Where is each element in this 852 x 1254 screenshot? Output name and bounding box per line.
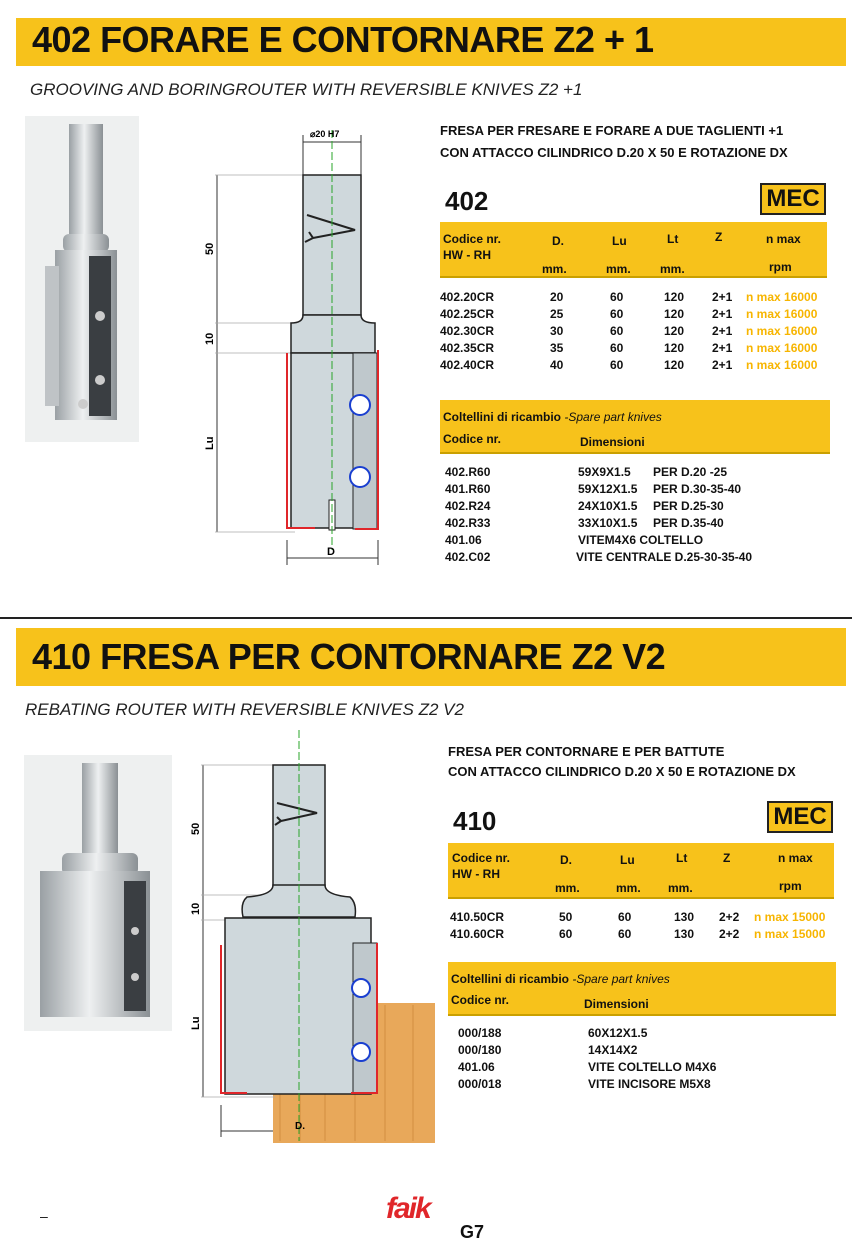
list-item (458, 1043, 838, 1060)
section1-dim-lu: Lu (204, 436, 216, 450)
section1-shank-label: ⌀20 H7 (310, 129, 340, 139)
cell-d: 35 (550, 341, 564, 355)
section2-product-photo (24, 755, 172, 1031)
spare-dim: VITE INCISORE M5X8 (588, 1077, 711, 1091)
cell-d: 50 (559, 910, 573, 924)
cell-code: 402.25CR (440, 307, 495, 321)
section1-table-header: Codice nr. HW - RH D. Lu Lt Z n max mm. mm. mm. rpm (440, 222, 827, 278)
section2-dim-lu: Lu (190, 1016, 202, 1030)
section2-dim-50: 50 (190, 822, 202, 835)
cell-lu: 60 (610, 324, 624, 338)
section1-mec-badge: MEC (760, 183, 826, 215)
cell-code: 402.20CR (440, 290, 495, 304)
spare-dim: 59X12X1.5 (578, 482, 638, 496)
spare-code: 000/018 (458, 1077, 502, 1091)
cell-n: n max 15000 (754, 910, 826, 924)
section1-subtitle: GROOVING AND BORINGROUTER WITH REVERSIBLE KNIVES Z2 +1 (30, 80, 583, 99)
spare-dim: VITEM4X6 COLTELLO (578, 533, 704, 547)
section2-dim-d: D. (295, 1121, 305, 1132)
cell-n: n max 15000 (754, 927, 826, 941)
section1-dim-50: 50 (204, 242, 216, 255)
section2-banner: 410 FRESA PER CONTORNARE Z2 V2 (16, 628, 846, 686)
list-item (445, 516, 835, 533)
spare-dim: 60X12X1.5 (588, 1026, 648, 1040)
section1-product-photo (25, 116, 139, 442)
cell-n: n max 16000 (746, 307, 818, 321)
cell-z: 2+1 (712, 358, 733, 372)
table-row (448, 910, 834, 927)
list-item (445, 499, 835, 516)
cell-code: 402.40CR (440, 358, 495, 372)
spare-code: 401.06 (458, 1060, 495, 1074)
section1-dim-d: D (327, 546, 335, 558)
table-row (440, 341, 827, 358)
cell-lu: 60 (610, 341, 624, 355)
cell-d: 25 (550, 307, 564, 321)
spare-code: 402.R33 (445, 516, 491, 530)
section1-code: 402 (445, 186, 489, 216)
section1-technical-drawing (195, 120, 410, 580)
spare-code: 402.C02 (445, 550, 491, 564)
section2-code: 410 (453, 806, 497, 836)
cell-lu: 60 (618, 927, 632, 941)
cell-n: n max 16000 (746, 324, 818, 338)
cell-lt: 120 (664, 307, 685, 321)
list-item (445, 550, 835, 567)
cell-code: 402.30CR (440, 324, 495, 338)
cell-n: n max 16000 (746, 358, 818, 372)
section1-description: FRESA PER FRESARE E FORARE A DUE TAGLIENTI +1 CON ATTACCO CILINDRICO D.20 X 50 E ROTAZIONE DX (440, 123, 788, 160)
cell-lu: 60 (610, 358, 624, 372)
cell-lu: 60 (618, 910, 632, 924)
spare-dim: 33X10X1.5 (578, 516, 638, 530)
cell-z: 2+2 (719, 927, 740, 941)
cell-lt: 120 (664, 341, 685, 355)
cell-z: 2+1 (712, 307, 733, 321)
section1-table-body (440, 290, 827, 375)
section2-table-body (448, 910, 834, 944)
section2-dim-10: 10 (190, 902, 202, 915)
section2-spare-body (458, 1026, 838, 1094)
cell-d: 40 (550, 358, 564, 372)
cell-code: 410.50CR (450, 910, 505, 924)
list-item (445, 465, 835, 482)
spare-dim: VITE CENTRALE D.25-30-35-40 (576, 550, 753, 564)
table-row (448, 927, 834, 944)
spare-code: 000/180 (458, 1043, 502, 1057)
table-row (440, 358, 827, 375)
table-row (440, 324, 827, 341)
spare-use: PER D.20 -25 (653, 465, 728, 479)
cell-lt: 130 (674, 927, 695, 941)
spare-dim: 24X10X1.5 (578, 499, 638, 513)
cell-d: 20 (550, 290, 564, 304)
cell-code: 402.35CR (440, 341, 495, 355)
section1-dim-10: 10 (204, 332, 216, 345)
spare-code: 000/188 (458, 1026, 502, 1040)
cell-z: 2+1 (712, 290, 733, 304)
cell-z: 2+1 (712, 324, 733, 338)
spare-use: PER D.35-40 (653, 516, 724, 530)
section1-spare-body (445, 465, 835, 567)
list-item (445, 533, 835, 550)
section1-banner: 402 FORARE E CONTORNARE Z2 + 1 (16, 18, 846, 66)
section2-spare-header: Coltellini di ricambio -Spare part knives Codice nr. Dimensioni (448, 962, 836, 1016)
section-divider (0, 617, 852, 619)
list-item (458, 1060, 838, 1077)
cell-code: 410.60CR (450, 927, 505, 941)
list-item (458, 1026, 838, 1043)
section2-technical-drawing (185, 725, 445, 1145)
list-item (458, 1077, 838, 1094)
footer-mark: – (40, 1208, 48, 1224)
cell-lt: 120 (664, 358, 685, 372)
spare-code: 401.R60 (445, 482, 491, 496)
spare-code: 401.06 (445, 533, 482, 547)
section2-table-header: Codice nr. HW - RH D. Lu Lt Z n max mm. mm. mm. rpm (448, 843, 834, 899)
cell-lu: 60 (610, 290, 624, 304)
cell-d: 30 (550, 324, 564, 338)
spare-use: PER D.25-30 (653, 499, 724, 513)
list-item (445, 482, 835, 499)
cell-lu: 60 (610, 307, 624, 321)
cell-z: 2+2 (719, 910, 740, 924)
section2-subtitle: REBATING ROUTER WITH REVERSIBLE KNIVES Z2 V2 (25, 700, 464, 719)
spare-dim: 59X9X1.5 (578, 465, 631, 479)
section2-description: FRESA PER CONTORNARE E PER BATTUTE CON ATTACCO CILINDRICO D.20 X 50 E ROTAZIONE DX (448, 744, 796, 779)
spare-use: PER D.30-35-40 (653, 482, 742, 496)
section2-mec-badge: MEC (767, 801, 833, 833)
spare-dim: 14X14X2 (588, 1043, 638, 1057)
spare-dim: VITE COLTELLO M4X6 (588, 1060, 717, 1074)
page-number: G7 (460, 1222, 485, 1242)
cell-lt: 120 (664, 290, 685, 304)
table-row (440, 290, 827, 307)
cell-z: 2+1 (712, 341, 733, 355)
table-row (440, 307, 827, 324)
section1-spare-header: Coltellini di ricambio -Spare part knives Codice nr. Dimensioni (440, 400, 830, 454)
cell-n: n max 16000 (746, 341, 818, 355)
faik-logo: faik (386, 1192, 430, 1225)
cell-lt: 120 (664, 324, 685, 338)
spare-code: 402.R60 (445, 465, 491, 479)
cell-d: 60 (559, 927, 573, 941)
cell-lt: 130 (674, 910, 695, 924)
spare-code: 402.R24 (445, 499, 491, 513)
cell-n: n max 16000 (746, 290, 818, 304)
